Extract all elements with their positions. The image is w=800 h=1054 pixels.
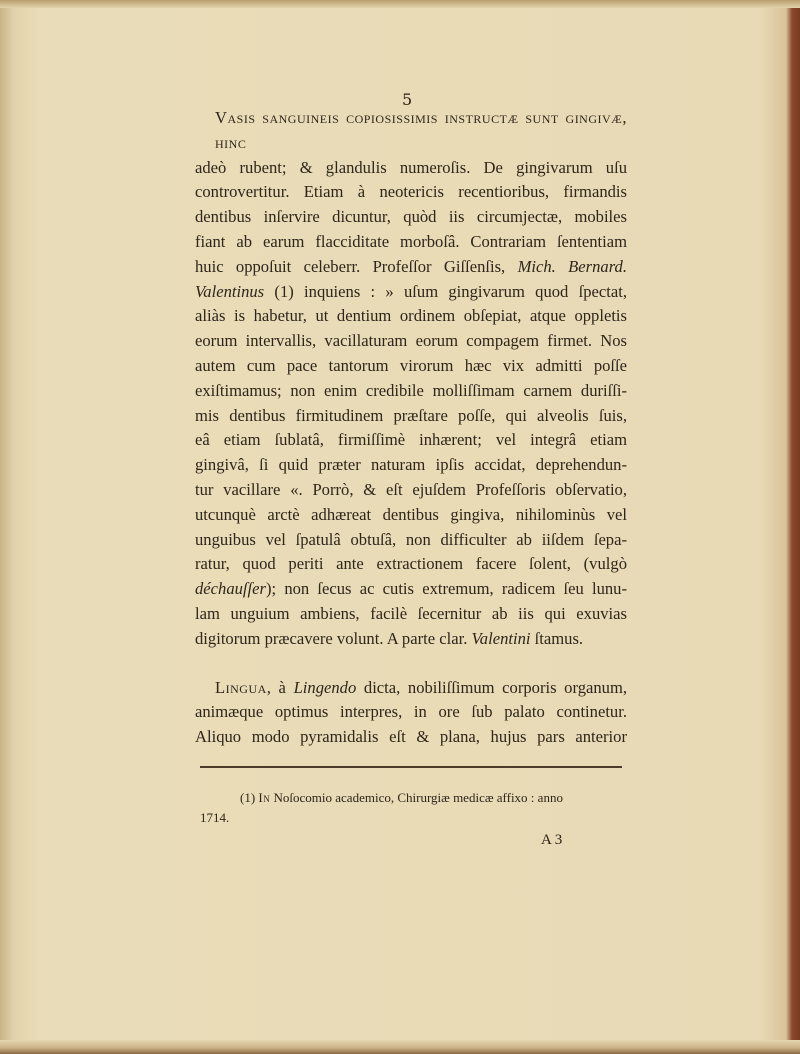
author-name: Valentinus [195,281,265,301]
text-fragment: , à [266,677,286,697]
lead-word: Lingua [215,677,267,697]
text-line: utcunquè arctè adhæreat dentibus gingiva, nihilominùs vel [195,504,627,524]
text-fragment: huic oppoſuit celeberr. Profeſſor Giſſenſis, [195,256,506,276]
text-line: eâ etiam ſublatâ, firmiſſimè inhærent; vel integrâ etiam [195,430,627,450]
text-line: ratur, quod periti ante extractionem facere ſolent, (vulgò [195,554,627,574]
page-bottom-edge [0,1040,800,1054]
footnote-rule [200,766,622,768]
signature-mark: A 3 [541,832,563,848]
text-line: dentibus inſervire dicuntur, quòd iis circumjectæ, mobiles [195,207,627,227]
main-text [195,106,627,750]
text-line: exiſtimamus; non enim credibile molliſſimam carnem duriſſi- [195,380,627,400]
drop-initial: V [215,108,228,127]
author-name: Mich. Bernard. [517,256,628,276]
text-line: tur vacillare «. Porrò, & eſt ejuſdem Profeſſoris obſervatio, [195,479,627,499]
text-line: adeò rubent; & glandulis numeroſis. De gingivarum uſu [195,157,627,177]
text-line [195,106,627,156]
text-line [195,627,627,652]
footnote-lead-word: In [258,790,271,805]
text-line: fiant ab earum flacciditate morboſâ. Contrariam ſententiam [195,231,627,251]
text-line: gingivâ, ſi quid præter naturam ipſis accidat, deprehendun- [195,455,627,475]
italic-term: Lingendo [293,677,357,697]
page-top-edge [0,0,800,8]
footnote-text: Noſocomio academico, Chirurgiæ medicæ affixo : anno [273,790,563,805]
footnote-year: 1714. [200,810,230,825]
text-fragment: (1) inquiens : » uſum gingivarum quod ſpectat, [274,281,627,301]
author-name: Valentini [471,628,531,648]
text-fragment: dicta, nobiliſſimum corporis organum, [363,677,628,697]
text-line: animæque optimus interpres, in ore ſub palato continetur. [195,702,627,722]
text-line: aliàs is habetur, ut dentium ordinem obſepiat, atque oppletis [195,306,627,326]
lead-word-rest: asis ſanguineis copioſiſſimis inſtructæ ſunt gingivæ, hinc [215,108,627,152]
text-fragment: ſtamus. [534,628,584,648]
text-line: mis dentibus firmitudinem præſtare poſſe, qui alveolis ſuis, [195,405,627,425]
text-line: unguibus vel ſpatulâ obtuſâ, non difficulter ab iiſdem ſepa- [195,529,627,549]
footnote-marker: (1) [240,790,256,805]
text-line: Aliquo modo pyramidalis eſt & plana, hujus pars anterior [195,727,627,747]
text-fragment: digitorum præcavere volunt. A parte clar. [195,628,468,648]
text-line: controvertitur. Etiam à neotericis recentioribus, firmandis [195,182,627,202]
text-fragment: ); non ſecus ac cutis extremum, radicem ſeu lunu- [265,579,627,599]
text-line: eorum intervallis, vacillaturam eorum compagem firmet. Nos [195,331,627,351]
page-number: 5 [402,90,413,109]
text-line: lam unguium ambiens, facilè ſecernitur ab iis qui exuvias [195,603,627,623]
footnote [200,788,640,828]
text-line [195,280,627,305]
footnote-line [240,788,640,808]
text-line [195,577,627,602]
text-line: autem cum pace tantorum virorum hæc vix admitti poſſe [195,355,627,375]
text-line [195,676,627,701]
french-term: déchauſſer [195,579,266,599]
paragraph-gap [195,652,627,676]
text-line [195,255,627,280]
